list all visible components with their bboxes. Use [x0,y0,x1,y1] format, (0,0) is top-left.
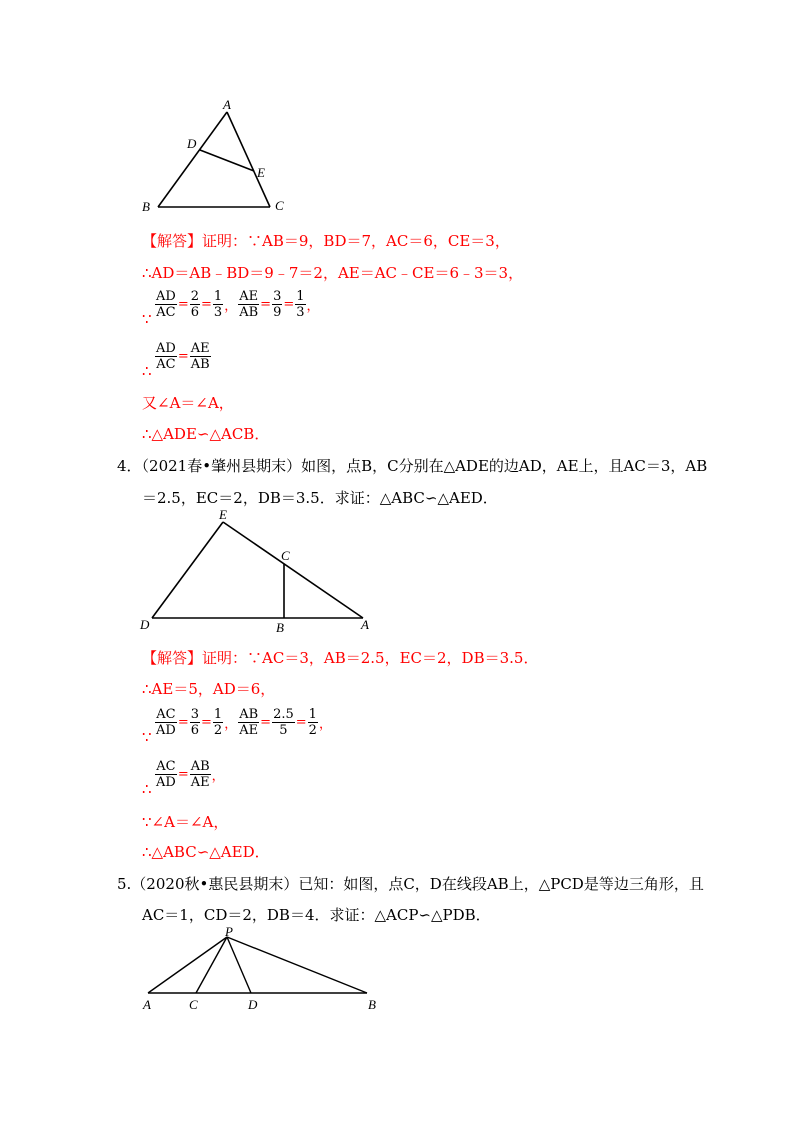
frac-num: AD [156,289,176,304]
label-a: A [361,617,369,632]
frac-den: AB [190,357,210,372]
label-c: C [281,548,290,563]
p3-solution-line5: 又∠A＝∠A， [142,394,234,412]
p4-ratio-row [155,707,333,738]
frac-num: AC [156,759,176,774]
answer-tag: 【解答】 [142,649,203,667]
frac-den: AE [239,723,259,738]
frac-num: AE [190,341,210,356]
label-e: E [257,165,265,180]
comma: ， [224,717,238,732]
label-b: B [276,620,284,635]
frac-num: 1 [213,289,223,304]
eq-sign: = [260,715,272,730]
figure-segment-ab-triangle-pcd [135,920,395,1020]
p3-solution-line2: ∴AD＝AB﹣BD＝9﹣7＝2，AE＝AC﹣CE＝6﹣3＝3， [142,264,524,282]
frac-den: AD [156,723,176,738]
frac-num: 3 [273,289,282,304]
label-b: B [368,997,376,1012]
eq-sign: = [201,715,212,730]
eq-sign: = [260,297,272,312]
eq-sign: = [177,715,189,730]
frac-num: 2 [190,289,199,304]
frac-den: AB [239,305,259,320]
label-a: A [143,997,151,1012]
p5-question-line2: AC＝1，CD＝2，DB＝4．求证：△ACP∽△PDB． [142,906,491,924]
p4-line1-text: 证明：∵AC＝3，AB＝2.5，EC＝2，DB＝3.5． [202,649,539,667]
p3-ratio-row [155,289,321,320]
eq-sign: = [177,767,189,782]
label-d: D [248,997,258,1012]
p3-line1-text: 证明：∵AB＝9，BD＝7，AC＝6，CE＝3， [202,232,510,250]
because-symbol: ∵ [142,728,152,746]
eq-sign: = [177,349,189,364]
frac-den: 2 [308,723,317,738]
eq-sign: = [201,297,212,312]
figure-triangle-ade-bc [135,505,385,635]
answer-tag: 【解答】 [142,232,203,250]
frac-den: AD [156,775,176,790]
p3-solution-line1 [142,232,510,250]
frac-num: 3 [190,707,199,722]
frac-num: AB [190,759,210,774]
frac-den: AE [190,775,210,790]
label-e: E [219,507,227,522]
p4-solution-line8: ∴△ABC∽△AED． [142,843,270,861]
therefore-symbol: ∴ [142,362,152,380]
label-a: A [223,97,231,112]
frac-num: 1 [308,707,317,722]
frac-den: 3 [213,305,223,320]
frac-num: AB [239,707,259,722]
comma: ， [211,769,225,784]
label-c: C [275,198,284,213]
therefore-symbol: ∴ [142,780,152,798]
p4-solution-line1 [142,649,538,667]
frac-den: 6 [190,305,199,320]
frac-den: AC [156,305,176,320]
frac-den: 6 [190,723,199,738]
label-d: D [187,136,197,151]
comma: ， [224,299,238,314]
p4-question-line2: ＝2.5，EC＝2，DB＝3.5．求证：△ABC∽△AED． [142,489,498,507]
comma: ， [306,299,320,314]
p3-solution-line6: ∴△ADE∽△ACB． [142,425,270,443]
p3-ratio-equal-row [155,341,211,372]
frac-den: 5 [279,723,288,738]
frac-den: 2 [213,723,223,738]
p4-ratio-equal-row [155,759,226,790]
label-b: B [142,199,150,214]
frac-num: AE [239,289,259,304]
eq-sign: = [295,715,307,730]
eq-sign: = [177,297,189,312]
eq-sign: = [283,297,295,312]
p4-solution-line2: ∴AE＝5，AD＝6， [142,680,276,698]
frac-den: AC [156,357,176,372]
label-p: P [225,924,233,939]
p5-question-line1: 5.（2020秋•惠民县期末）已知：如图，点C，D在线段AB上，△PCD是等边三角形，且 [117,875,704,893]
frac-den: 3 [296,305,305,320]
frac-num: 1 [296,289,305,304]
frac-num: 2.5 [273,707,294,722]
p4-solution-line7: ∵∠A＝∠A， [142,813,229,831]
because-symbol: ∵ [142,310,152,328]
frac-num: AD [156,341,176,356]
figure-triangle-abc-de [130,95,300,220]
frac-den: 9 [273,305,282,320]
label-d: D [140,617,150,632]
frac-num: AC [156,707,176,722]
p4-question-line1: 4．（2021春•肇州县期末）如图，点B，C分别在△ADE的边AD，AE上，且AC＝3，AB [117,457,708,475]
comma: ， [318,717,332,732]
label-c: C [189,997,198,1012]
frac-num: 1 [213,707,223,722]
